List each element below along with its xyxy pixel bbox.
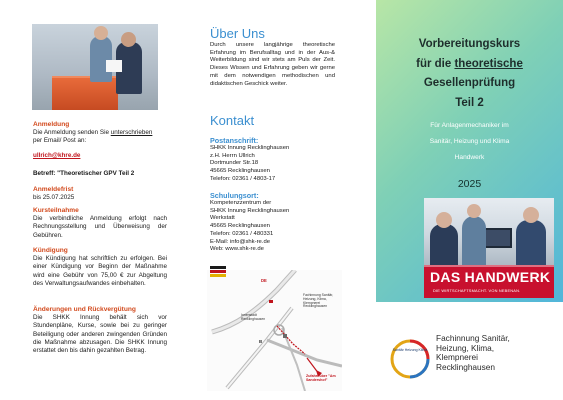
person-head-shape bbox=[523, 207, 539, 223]
course-title-line: Gesellenprüfung bbox=[423, 77, 516, 89]
org-line: Fachinnung Sanitär, bbox=[436, 333, 510, 343]
course-subtitle-line: Sanitär, Heizung und Klima bbox=[429, 138, 510, 145]
handwerk-highlight bbox=[424, 265, 554, 267]
schulungsort-address bbox=[210, 200, 289, 254]
organization-name bbox=[436, 334, 510, 373]
ueber-uns-text: Durch unsere langjährige theoretische Erfahrung im Berufsalltag und in der Aus-& Weiterbildung sind wir stets am Puls der Zeit. Dieses Wissen und Erfahrung geben wir gerne mit dem notwendigen methodischen und didaktischen Geschick weiter. bbox=[210, 42, 335, 87]
phone-line: Telefon: 02361 / 480331 bbox=[210, 230, 274, 237]
map-label-de: DE bbox=[261, 278, 267, 283]
innung-logo-icon bbox=[390, 339, 430, 379]
ueber-uns-title: Über Uns bbox=[210, 26, 265, 41]
org-line: Klempnerei bbox=[436, 352, 478, 363]
location-map bbox=[207, 270, 342, 391]
anmeldung-text-end: per Email/ Post an: bbox=[33, 137, 87, 145]
address-line: 45665 Recklinghausen bbox=[210, 168, 270, 175]
map-drawing bbox=[207, 270, 342, 391]
flag-icon bbox=[210, 266, 226, 280]
person-shape bbox=[90, 36, 112, 82]
monitor-shape bbox=[482, 228, 512, 248]
org-line: Heizung, Klima, bbox=[436, 342, 495, 353]
aenderungen-heading: Änderungen und Rückvergütung bbox=[33, 306, 136, 313]
map-label-b: B bbox=[259, 339, 263, 344]
person-head-shape bbox=[121, 32, 136, 47]
installer-photo bbox=[32, 24, 158, 110]
trainees-photo bbox=[424, 198, 554, 265]
address-line: 45665 Recklinghausen bbox=[210, 223, 270, 230]
address-line: SHKK Innung Recklinghausen bbox=[210, 145, 290, 151]
course-year: 2025 bbox=[457, 178, 482, 190]
kuendigung-text: Die Kündigung hat schriftlich zu erfolgen. Bei einer Kündigung vor Beginn der Maßnahme wird eine Gebühr von 75,00 € zur Abgeltung des Verwaltungsaufwandes einbehalten. bbox=[33, 255, 167, 287]
map-label-innenstadt: Innenstadt Recklinghausen bbox=[241, 313, 266, 321]
address-line: SHKK Innung Recklinghausen bbox=[210, 207, 290, 214]
course-title-line: Teil 2 bbox=[455, 97, 484, 109]
map-zufahrt-label: Zufahrt über "Am Sandershof" bbox=[306, 374, 336, 382]
address-line: Kompetenzzentrum der bbox=[210, 200, 272, 206]
phone-line: Telefon: 02361 / 4803-17 bbox=[210, 175, 276, 182]
anmeldefrist-heading: Anmeldefrist bbox=[33, 186, 74, 193]
web-line[interactable]: Web: www.shk-re.de bbox=[210, 246, 264, 253]
address-line: z.H. Herrn Ullrich bbox=[210, 152, 255, 159]
email-line[interactable]: E-Mail: info@shk-re.de bbox=[210, 238, 270, 245]
handwerk-logo bbox=[424, 265, 554, 298]
paper-shape bbox=[106, 60, 122, 72]
title-underlined-word: theoretische bbox=[454, 58, 523, 70]
title-banner bbox=[376, 0, 563, 302]
address-line: Werkstatt bbox=[210, 215, 235, 222]
course-subtitle-line: Handwerk bbox=[454, 154, 485, 161]
anmeldung-text bbox=[33, 129, 167, 146]
email-link[interactable]: ullrich@khre.de bbox=[33, 152, 81, 159]
person-head-shape bbox=[467, 204, 481, 218]
kursteilnahme-text: Die verbindliche Anmeldung erfolgt nach Rechnungsstellung und Überweisung der Gebühren. bbox=[33, 215, 167, 239]
address-line: Dortmunder Str.18 bbox=[210, 160, 259, 167]
title-line-2: für die theoretische bbox=[416, 58, 523, 70]
map-label-fachinnung: Fachinnung Sanitär, Heizung, Klima, Klempnerei Recklinghausen bbox=[303, 293, 334, 309]
anmeldefrist-text: bis 25.07.2025 bbox=[33, 194, 75, 201]
person-head-shape bbox=[436, 212, 452, 228]
postanschrift-heading: Postanschrift: bbox=[210, 136, 259, 145]
kontakt-title: Kontakt bbox=[210, 113, 255, 128]
course-title-line bbox=[376, 58, 563, 70]
org-line: Recklinghausen bbox=[436, 362, 496, 373]
person-head-shape bbox=[94, 26, 108, 40]
handwerk-title: DAS HANDWERK bbox=[430, 269, 551, 285]
betreff-text: Betreff: "Theoretischer GPV Teil 2 bbox=[33, 170, 135, 177]
aenderungen-text: Die SHKK Innung behält sich vor Stundenpläne, Kurse, sowie bei zu geringer Beteiligung oder anderen zwingenden Gründen die Maßnahme abzusagen. Die SHKK Innung erstattet den bis dahin gezahlten Betrag. bbox=[33, 314, 167, 355]
handwerk-slogan: DIE WIRTSCHAFTSMACHT. VON NEBENAN. bbox=[433, 288, 521, 293]
anmeldung-text-start: Die Anmeldung senden Sie bbox=[33, 129, 111, 136]
schulungsort-heading: Schulungsort: bbox=[210, 191, 259, 200]
postanschrift-address bbox=[210, 145, 289, 184]
kuendigung-heading: Kündigung bbox=[33, 247, 68, 254]
middle-panel bbox=[188, 0, 376, 400]
person-shape bbox=[516, 220, 546, 265]
anmeldung-heading: Anmeldung bbox=[33, 121, 70, 128]
right-panel bbox=[376, 0, 563, 400]
course-title-line: Vorbereitungskurs bbox=[418, 38, 521, 50]
anmeldung-text-underlined: unterschrieben bbox=[110, 129, 153, 136]
kursteilnahme-heading: Kursteilnahme bbox=[33, 207, 79, 214]
course-subtitle-line: Für Anlagenmechaniker im bbox=[430, 122, 509, 129]
person-shape bbox=[430, 224, 458, 265]
left-panel bbox=[0, 0, 188, 400]
innung-logo-text: Sanitär Heizung Klima bbox=[392, 348, 428, 352]
person-shape bbox=[462, 216, 486, 265]
